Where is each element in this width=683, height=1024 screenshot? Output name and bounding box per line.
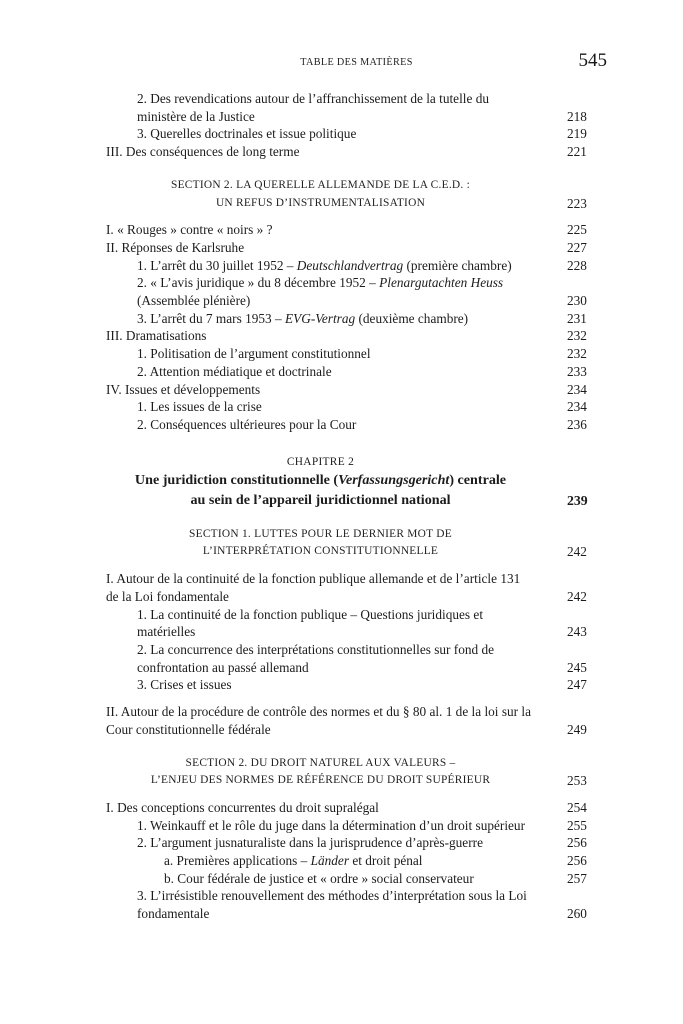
toc-entry-label [137, 310, 607, 328]
toc-entry-text-pre: 1. L’arrêt du 30 juillet 1952 – [137, 257, 297, 273]
toc-entry-page: 253 [567, 773, 587, 789]
toc-entry-text-pre: 3. L’arrêt du 7 mars 1953 – [137, 310, 285, 326]
toc-entry-text-post: (deuxième chambre) [355, 310, 469, 326]
toc-entry [106, 274, 607, 309]
toc-entry-page: 228 [567, 257, 587, 273]
spacer [106, 510, 607, 526]
toc-entry-label: 2. Conséquences ultérieures pour la Cour [137, 416, 357, 432]
chapter-title-line-1 [106, 471, 607, 490]
toc-entry-label: III. Dramatisations [106, 328, 207, 344]
toc-entry-page: 260 [567, 906, 587, 922]
chapter-title-italic: Verfassungsgericht [338, 472, 450, 489]
toc-entry-label: I. « Rouges » contre « noirs » ? [106, 222, 273, 238]
toc-entry-label: 2. Des revendications autour de l’affranchissement de la tutelle du ministère de la Justice [137, 91, 489, 124]
spacer [106, 212, 607, 221]
spacer [106, 434, 607, 454]
chapter-title-pre: Une juridiction constitutionnelle ( [134, 472, 339, 489]
toc-entry-text-pre: a. Premières applications – [164, 853, 311, 869]
toc-entry-page: 234 [567, 399, 587, 415]
toc-entry-label: 1. Politisation de l’argument constitutionnel [137, 346, 371, 362]
toc-entry-page: 255 [567, 817, 587, 833]
toc-entry [106, 327, 607, 345]
toc-entry [106, 852, 607, 870]
toc-entry [106, 817, 607, 835]
toc-entry-page: 236 [567, 416, 587, 432]
toc-chapter-heading [106, 454, 607, 510]
toc-entry-label: 1. Les issues de la crise [137, 399, 262, 415]
section-heading-line-1: SECTION 2. LA QUERELLE ALLEMANDE DE LA C.E.D. : [170, 178, 471, 191]
toc-entry [106, 870, 607, 888]
table-of-contents [106, 90, 607, 923]
toc-entry [106, 310, 607, 328]
toc-entry [106, 221, 607, 239]
spacer [106, 694, 607, 703]
spacer [106, 739, 607, 755]
toc-entry-page: 232 [567, 328, 587, 344]
toc-entry [106, 834, 607, 852]
toc-entry-label: 3. Querelles doctrinales et issue politique [137, 126, 357, 142]
toc-entry-page: 218 [567, 108, 587, 124]
toc-entry-label [137, 274, 607, 309]
toc-entry-text-italic: Deutschlandvertrag [296, 257, 404, 273]
toc-entry-page: 233 [567, 363, 587, 379]
toc-entry [106, 125, 607, 143]
toc-entry [106, 257, 607, 275]
page-folio-number: 545 [578, 50, 607, 71]
toc-entry-text-post: et droit pénal [349, 853, 423, 869]
toc-entry-page: 230 [567, 293, 587, 309]
toc-entry-label: 2. L’argument jusnaturaliste dans la jurisprudence d’après-guerre [137, 835, 483, 851]
spacer [106, 790, 607, 799]
section-heading-line-2: UN REFUS D’INSTRUMENTALISATION [215, 196, 426, 209]
toc-entry-label: III. Des conséquences de long terme [106, 144, 300, 160]
toc-entry [106, 398, 607, 416]
toc-entry [106, 345, 607, 363]
toc-block-3 [106, 570, 607, 738]
toc-entry-label: 3. Crises et issues [137, 677, 232, 693]
toc-entry-page: 239 [567, 492, 588, 508]
toc-entry-page: 254 [567, 799, 587, 815]
toc-entry-page: 256 [567, 853, 587, 869]
toc-entry [106, 381, 607, 399]
toc-entry-page: 232 [567, 346, 587, 362]
toc-entry-page: 249 [567, 721, 587, 737]
section-heading-line-2: L’ENJEU DES NORMES DE RÉFÉRENCE DU DROIT SUPÉRIEUR [150, 774, 491, 787]
running-head-title: TABLE DES MATIÈRES [300, 57, 413, 68]
toc-entry-page: 242 [567, 588, 587, 604]
toc-entry [106, 676, 607, 694]
toc-entry-page: 243 [567, 624, 587, 640]
toc-entry-page: 221 [567, 144, 587, 160]
section-heading-line-2: L’INTERPRÉTATION CONSTITUTIONNELLE [202, 545, 439, 558]
toc-entry [106, 570, 607, 605]
toc-entry-text-italic: Plenargutachten Heuss [379, 275, 504, 291]
toc-section-heading-interpretation [106, 526, 607, 561]
toc-entry-page: 247 [567, 677, 587, 693]
toc-entry-label: IV. Issues et développements [106, 381, 261, 397]
chapter-label: CHAPITRE 2 [286, 455, 355, 468]
toc-entry [106, 606, 607, 641]
toc-entry-text-post: (Assemblée plénière) [137, 293, 251, 309]
spacer [106, 161, 607, 177]
toc-entry-label: II. Réponses de Karlsruhe [106, 239, 245, 255]
toc-entry-page: 225 [567, 222, 587, 238]
toc-entry-text-pre: 2. « L’avis juridique » du 8 décembre 1952 – [137, 275, 380, 291]
toc-entry-page: 231 [567, 310, 587, 326]
toc-block-4 [106, 799, 607, 923]
toc-entry-label [137, 257, 607, 275]
toc-entry-label: I. Autour de la continuité de la fonction publique allemande et de l’article 131 de la Loi fondamentale [106, 571, 521, 604]
toc-entry-page: 257 [567, 870, 587, 886]
toc-section-heading-ced [106, 177, 607, 212]
spacer [106, 561, 607, 570]
toc-entry-label: 3. L’irrésistible renouvellement des méthodes d’interprétation sous la Loi fondamentale [137, 888, 527, 922]
section-heading-line-1: SECTION 2. DU DROIT NATUREL AUX VALEURS – [185, 756, 456, 769]
toc-entry [106, 239, 607, 257]
toc-entry-label: 2. Attention médiatique et doctrinale [137, 363, 332, 379]
toc-block-2 [106, 221, 607, 433]
toc-entry-label: I. Des conceptions concurrentes du droit supralégal [106, 799, 379, 815]
toc-entry-label: II. Autour de la procédure de contrôle des normes et du § 80 al. 1 de la loi sur la Cour constitutionnelle fédérale [106, 704, 532, 737]
running-head [106, 50, 607, 72]
toc-entry-label: 1. La continuité de la fonction publique – Questions juridiques et matérielles [137, 606, 484, 640]
toc-entry-label: 1. Weinkauff et le rôle du juge dans la détermination d’un droit supérieur [137, 817, 525, 833]
toc-entry-page: 245 [567, 659, 587, 675]
toc-entry-label: 2. La concurrence des interprétations constitutionnelles sur fond de confrontation au passé allemand [137, 641, 495, 675]
toc-entry [106, 363, 607, 381]
toc-entry-page: 242 [567, 544, 587, 560]
toc-entry [106, 887, 607, 922]
toc-entry-text-post: (première chambre) [403, 257, 512, 273]
chapter-title-line-2: au sein de l’appareil juridictionnel national [190, 491, 451, 508]
toc-entry [106, 799, 607, 817]
toc-entry [106, 703, 607, 738]
chapter-title-post: ) centrale [449, 472, 507, 489]
toc-section-heading-valeurs [106, 755, 607, 790]
toc-entry-page: 227 [567, 239, 587, 255]
toc-block-1 [106, 90, 607, 161]
toc-entry-page: 223 [567, 195, 587, 211]
toc-entry-label: b. Cour fédérale de justice et « ordre » social conservateur [164, 870, 474, 886]
toc-entry-text-italic: Länder [310, 853, 350, 869]
toc-entry-label [164, 852, 607, 870]
section-heading-line-1: SECTION 1. LUTTES POUR LE DERNIER MOT DE [189, 527, 452, 540]
toc-entry [106, 90, 607, 125]
toc-entry [106, 416, 607, 434]
toc-entry-page: 234 [567, 381, 587, 397]
toc-entry-page: 219 [567, 126, 587, 142]
toc-entry [106, 641, 607, 676]
toc-entry [106, 143, 607, 161]
toc-entry-text-italic: EVG-Vertrag [284, 310, 356, 326]
toc-entry-page: 256 [567, 835, 587, 851]
